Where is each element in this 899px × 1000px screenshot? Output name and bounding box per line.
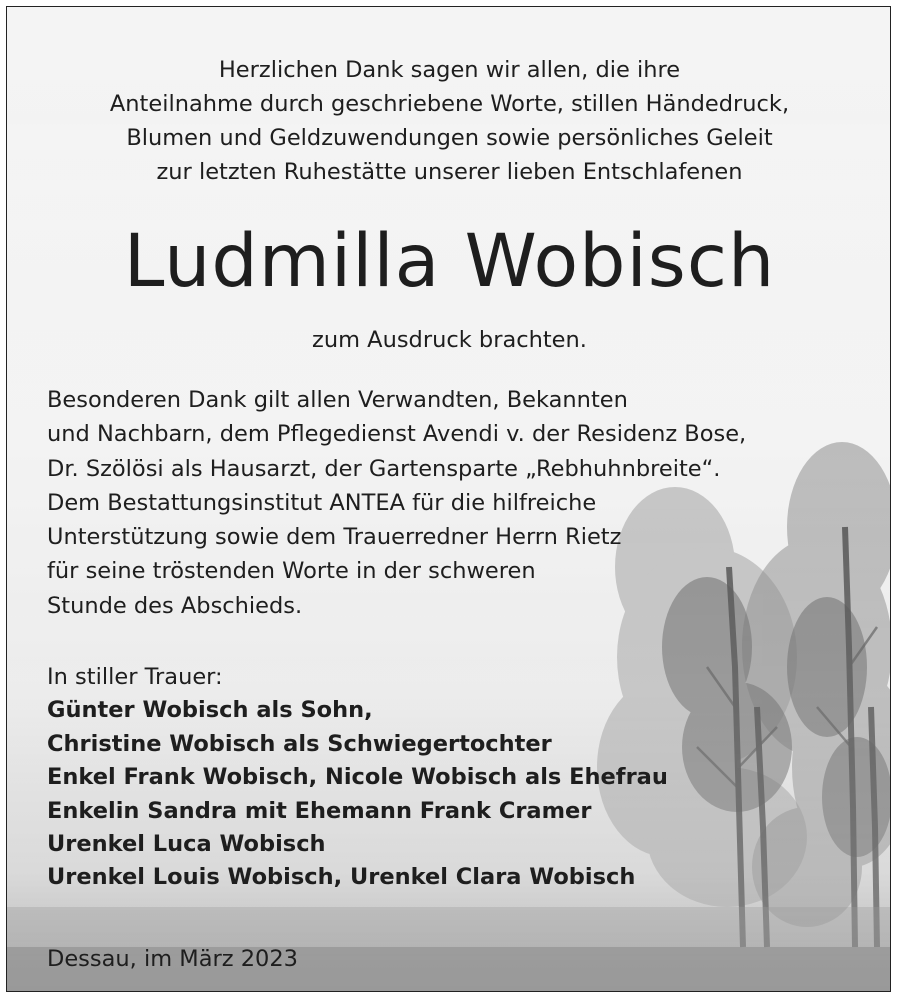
intro-line: Herzlichen Dank sagen wir allen, die ihre	[218, 57, 681, 83]
thanks-line: Dem Bestattungsinstitut ANTEA für die hilfreiche	[47, 489, 597, 516]
mourner-entry: Günter Wobisch als Sohn,	[47, 697, 373, 724]
intro-line: Blumen und Geldzuwendungen sowie persönliches Geleit	[126, 125, 773, 151]
expressed-line: zum Ausdruck brachten.	[312, 327, 587, 353]
intro-text	[7, 53, 891, 189]
mourning-heading: In stiller Trauer:	[47, 664, 223, 690]
thanks-line: für seine tröstenden Worte in der schweren	[47, 558, 536, 585]
mourner-entry: Enkel Frank Wobisch, Nicole Wobisch als Ehefrau	[47, 764, 668, 791]
mourners-section	[47, 661, 668, 895]
intro-line: zur letzten Ruhestätte unserer lieben Entschlafenen	[156, 159, 743, 185]
mourner-entry: Christine Wobisch als Schwiegertochter	[47, 730, 552, 757]
intro-line: Anteilnahme durch geschriebene Worte, stillen Händedruck,	[109, 91, 790, 117]
thanks-paragraph	[47, 383, 746, 623]
place-date: Dessau, im März 2023	[47, 946, 298, 972]
mourner-entry: Urenkel Louis Wobisch, Urenkel Clara Wobisch	[47, 864, 636, 891]
mourner-entry: Urenkel Luca Wobisch	[47, 831, 326, 858]
thanks-line: Besonderen Dank gilt allen Verwandten, Bekannten	[47, 387, 628, 413]
thanks-line: Stunde des Abschieds.	[47, 592, 303, 619]
thanks-line: Dr. Szölösi als Hausarzt, der Gartensparte „Rebhuhnbreite“.	[47, 455, 721, 482]
thanks-line: Unterstützung sowie dem Trauerredner Herrn Rietz	[47, 524, 622, 551]
mourner-entry: Enkelin Sandra mit Ehemann Frank Cramer	[47, 797, 592, 824]
deceased-name: Ludmilla Wobisch	[123, 219, 776, 304]
thanks-line: und Nachbarn, dem Pflegedienst Avendi v. der Residenz Bose,	[47, 421, 747, 448]
obituary-notice	[6, 6, 891, 992]
